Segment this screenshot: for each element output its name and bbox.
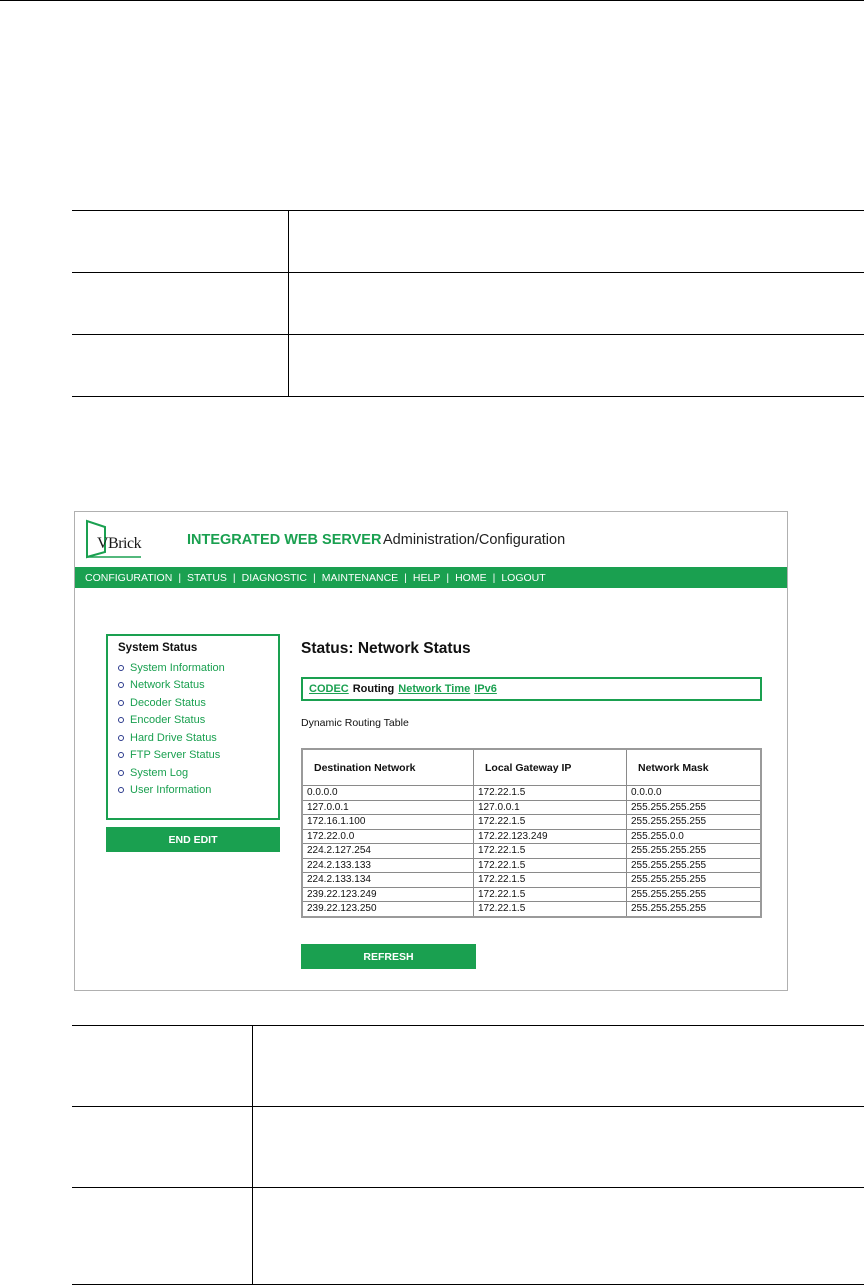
column-header-destination: Destination Network [302,749,474,786]
nav-maintenance[interactable]: MAINTENANCE [321,571,399,584]
cell-destination: 224.2.133.134 [302,873,474,888]
nav-status[interactable]: STATUS [187,571,227,584]
top-nav-bar: CONFIGURATION | STATUS | DIAGNOSTIC | MAINTENANCE | HELP | HOME | LOGOUT [75,567,788,588]
cell-gateway: 172.22.1.5 [474,786,627,801]
bullet-icon [118,752,124,758]
nav-logout[interactable]: LOGOUT [501,571,546,584]
doc-table-lower [72,1025,864,1287]
vbrick-logo [85,519,141,559]
sidebar-title: System Status [118,642,198,654]
table-row [302,786,761,801]
bullet-icon [118,700,124,706]
page-title: Status: Network Status [301,640,471,657]
page-top-rule [0,0,864,1]
sidebar-item-label: FTP Server Status [130,749,221,762]
logo-text: VBrick [97,535,142,552]
table-row [302,829,761,844]
column-header-gateway: Local Gateway IP [474,749,627,786]
cell-gateway: 127.0.0.1 [474,800,627,815]
cell-destination: 224.2.133.133 [302,858,474,873]
sidebar-item-hard-drive-status[interactable] [118,729,278,747]
sidebar-item-label: Hard Drive Status [130,731,217,744]
sidebar-item-decoder-status[interactable] [118,694,278,712]
section-label: Dynamic Routing Table [301,717,409,729]
cell-mask: 255.255.255.255 [627,858,762,873]
bullet-icon [118,682,124,688]
subnav-ipv6-link[interactable]: IPv6 [474,683,497,695]
cell-destination: 172.22.0.0 [302,829,474,844]
sidebar-item-label: User Information [130,784,212,797]
end-edit-button[interactable]: END EDIT [106,827,280,852]
refresh-button[interactable]: REFRESH [301,944,476,969]
nav-help[interactable]: HELP [412,571,441,584]
sidebar-item-encoder-status[interactable] [118,712,278,730]
sidebar-item-label: System Log [130,766,189,779]
bullet-icon [118,717,124,723]
nav-home[interactable]: HOME [455,571,487,584]
nav-diagnostic[interactable]: DIAGNOSTIC [241,571,307,584]
cell-destination: 224.2.127.254 [302,844,474,859]
cell-gateway: 172.22.1.5 [474,858,627,873]
subnav-codec-link[interactable]: CODEC [309,683,349,695]
cell-mask: 255.255.255.255 [627,815,762,830]
cell-destination: 172.16.1.100 [302,815,474,830]
sidebar-panel [106,634,280,820]
web-ui-screenshot [74,511,788,991]
sidebar-item-label: Network Status [130,679,205,692]
subnav-routing-current: Routing [352,683,395,695]
table-row [302,800,761,815]
bullet-icon [118,770,124,776]
cell-gateway: 172.22.1.5 [474,815,627,830]
bullet-icon [118,665,124,671]
cell-mask: 0.0.0.0 [627,786,762,801]
table-row [302,873,761,888]
cell-mask: 255.255.255.255 [627,902,762,917]
table-row [302,902,761,917]
status-subnav [301,677,762,701]
sidebar-item-label: Encoder Status [130,714,206,727]
sidebar-item-network-status[interactable] [118,677,278,695]
cell-destination: 127.0.0.1 [302,800,474,815]
cell-destination: 0.0.0.0 [302,786,474,801]
sidebar-item-system-log[interactable] [118,764,278,782]
sidebar-item-user-information[interactable] [118,782,278,800]
bullet-icon [118,787,124,793]
sidebar-item-label: System Information [130,661,225,674]
cell-gateway: 172.22.1.5 [474,887,627,902]
cell-mask: 255.255.0.0 [627,829,762,844]
table-row [302,815,761,830]
cell-mask: 255.255.255.255 [627,887,762,902]
cell-mask: 255.255.255.255 [627,873,762,888]
cell-gateway: 172.22.123.249 [474,829,627,844]
cell-gateway: 172.22.1.5 [474,873,627,888]
column-header-mask: Network Mask [627,749,762,786]
cell-gateway: 172.22.1.5 [474,902,627,917]
cell-mask: 255.255.255.255 [627,844,762,859]
cell-mask: 255.255.255.255 [627,800,762,815]
table-row [302,887,761,902]
table-row [302,858,761,873]
cell-gateway: 172.22.1.5 [474,844,627,859]
sidebar-item-system-information[interactable] [118,659,278,677]
doc-table-upper [72,210,864,397]
app-subtitle: Administration/Configuration [383,532,566,548]
nav-configuration[interactable]: CONFIGURATION [85,571,173,584]
subnav-network-time-link[interactable]: Network Time [398,683,471,695]
bullet-icon [118,735,124,741]
routing-table [301,748,762,918]
sidebar-item-ftp-server-status[interactable] [118,747,278,765]
cell-destination: 239.22.123.250 [302,902,474,917]
sidebar-item-label: Decoder Status [130,696,206,709]
cell-destination: 239.22.123.249 [302,887,474,902]
table-row [302,844,761,859]
app-title: INTEGRATED WEB SERVER [187,532,382,548]
